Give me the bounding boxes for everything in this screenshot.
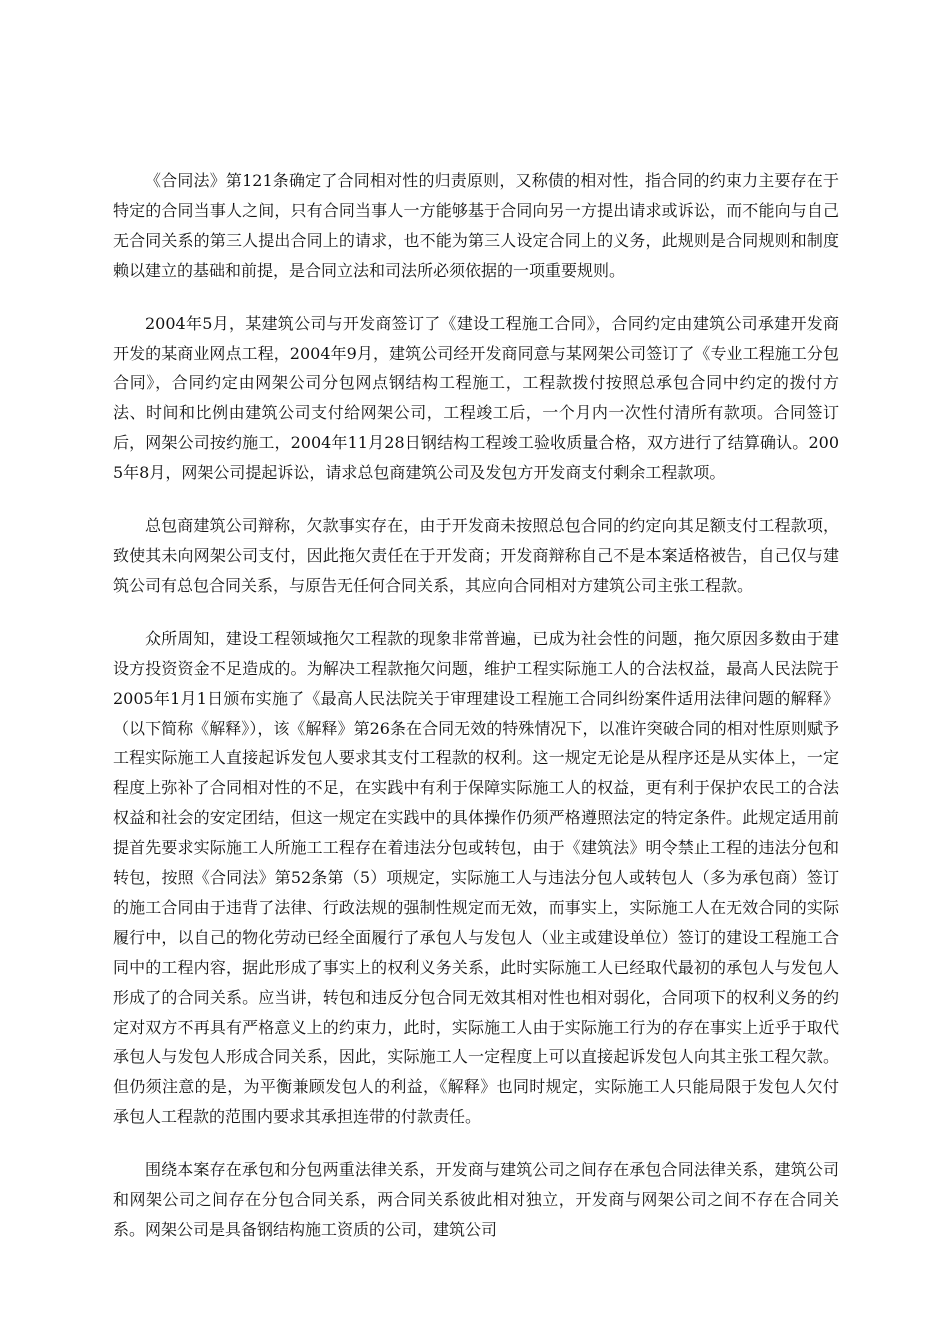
paragraph-contract-relativity-principle: 《合同法》第121条确定了合同相对性的归责原则，又称债的相对性，指合同的约束力主要存在于特定的合同当事人之间，只有合同当事人一方能够基于合同向另一方提出请求或诉讼，而不能向与自己无合同关系的第三人提出合同上的请求，也不能为第三人设定合同上的义务，此规则是合同规则和制度赖以建立的基础和前提，是合同立法和司法所必须依据的一项重要规则。 [113, 171, 839, 280]
paragraph-legal-analysis: 众所周知，建设工程领域拖欠工程款的现象非常普遍，已成为社会性的问题，拖欠原因多数由于建设方投资资金不足造成的。为解决工程款拖欠问题，维护工程实际施工人的合法权益，最高人民法院于2005年1月1日颁布实施了《最高人民法院关于审理建设工程施工合同纠纷案件适用法律问题的解释》（以下简称《解释》），该《解释》第26条在合同无效的特殊情况下，以准许突破合同的相对性原则赋予工程实际施工人直接起诉发包人要求其支付工程款的权利。这一规定无论是从程序还是从实体上，一定程度上弥补了合同相对性的不足，在实践中有利于保障实际施工人的权益，更有利于保护农民工的合法权益和社会的安定团结，但这一规定在实践中的具体操作仍须严格遵照法定的特定条件。此规定适用前提首先要求实际施工人所施工工程存在着违法分包或转包，由于《建筑法》明令禁止工程的违法分包和转包，按照《合同法》第52条第（5）项规定，实际施工人与违法分包人或转包人（多为承包商）签订的施工合同由于违背了法律、行政法规的强制性规定而无效，而事实上，实际施工人在无效合同的实际履行中，以自己的物化劳动已经全面履行了承包人与发包人（业主或建设单位）签订的建设工程施工合同中的工程内容，据此形成了事实上的权利义务关系，此时实际施工人已经取代最初的承包人与发包人形成了的合同关系。应当讲，转包和违反分包合同无效其相对性也相对弱化，合同项下的权利义务的约定对双方不再具有严格意义上的约束力，此时，实际施工人由于实际施工行为的存在事实上近乎于取代承包人与发包人形成合同关系，因此，实际施工人一定程度上可以直接起诉发包人向其主张工程欠款。但仍须注意的是，为平衡兼顾发包人的利益，《解释》也同时规定，实际施工人只能局限于发包人欠付承包人工程款的范围内要求其承担连带的付款责任。 [113, 628, 839, 1127]
document-body [113, 166, 839, 1245]
paragraph-case-facts: 2004年5月，某建筑公司与开发商签订了《建设工程施工合同》，合同约定由建筑公司承建开发商开发的某商业网点工程，2004年9月，建筑公司经开发商同意与某网架公司签订了《专业工程施工分包合同》，合同约定由网架公司分包网点钢结构工程施工，工程款拨付按照总承包合同中约定的拨付方法、时间和比例由建筑公司支付给网架公司，工程竣工后，一个月内一次性付清所有款项。合同签订后，网架公司按约施工，2004年11月28日钢结构工程竣工验收质量合格，双方进行了结算确认。2005年8月，网架公司提起诉讼，请求总包商建筑公司及发包方开发商支付剩余工程款项。 [113, 313, 839, 483]
paragraph-case-relationships: 围绕本案存在承包和分包两重法律关系，开发商与建筑公司之间存在承包合同法律关系，建筑公司和网架公司之间存在分包合同关系，两合同关系彼此相对独立，开发商与网架公司之间不存在合同关系。网架公司是具备钢结构施工资质的公司，建筑公司 [113, 1160, 839, 1239]
paragraph-defendant-arguments: 总包商建筑公司辩称，欠款事实存在，由于开发商未按照总包合同的约定向其足额支付工程款项，致使其未向网架公司支付，因此拖欠责任在于开发商；开发商辩称自己不是本案适格被告，自己仅与建筑公司有总包合同关系，与原告无任何合同关系，其应向合同相对方建筑公司主张工程款。 [113, 516, 839, 595]
